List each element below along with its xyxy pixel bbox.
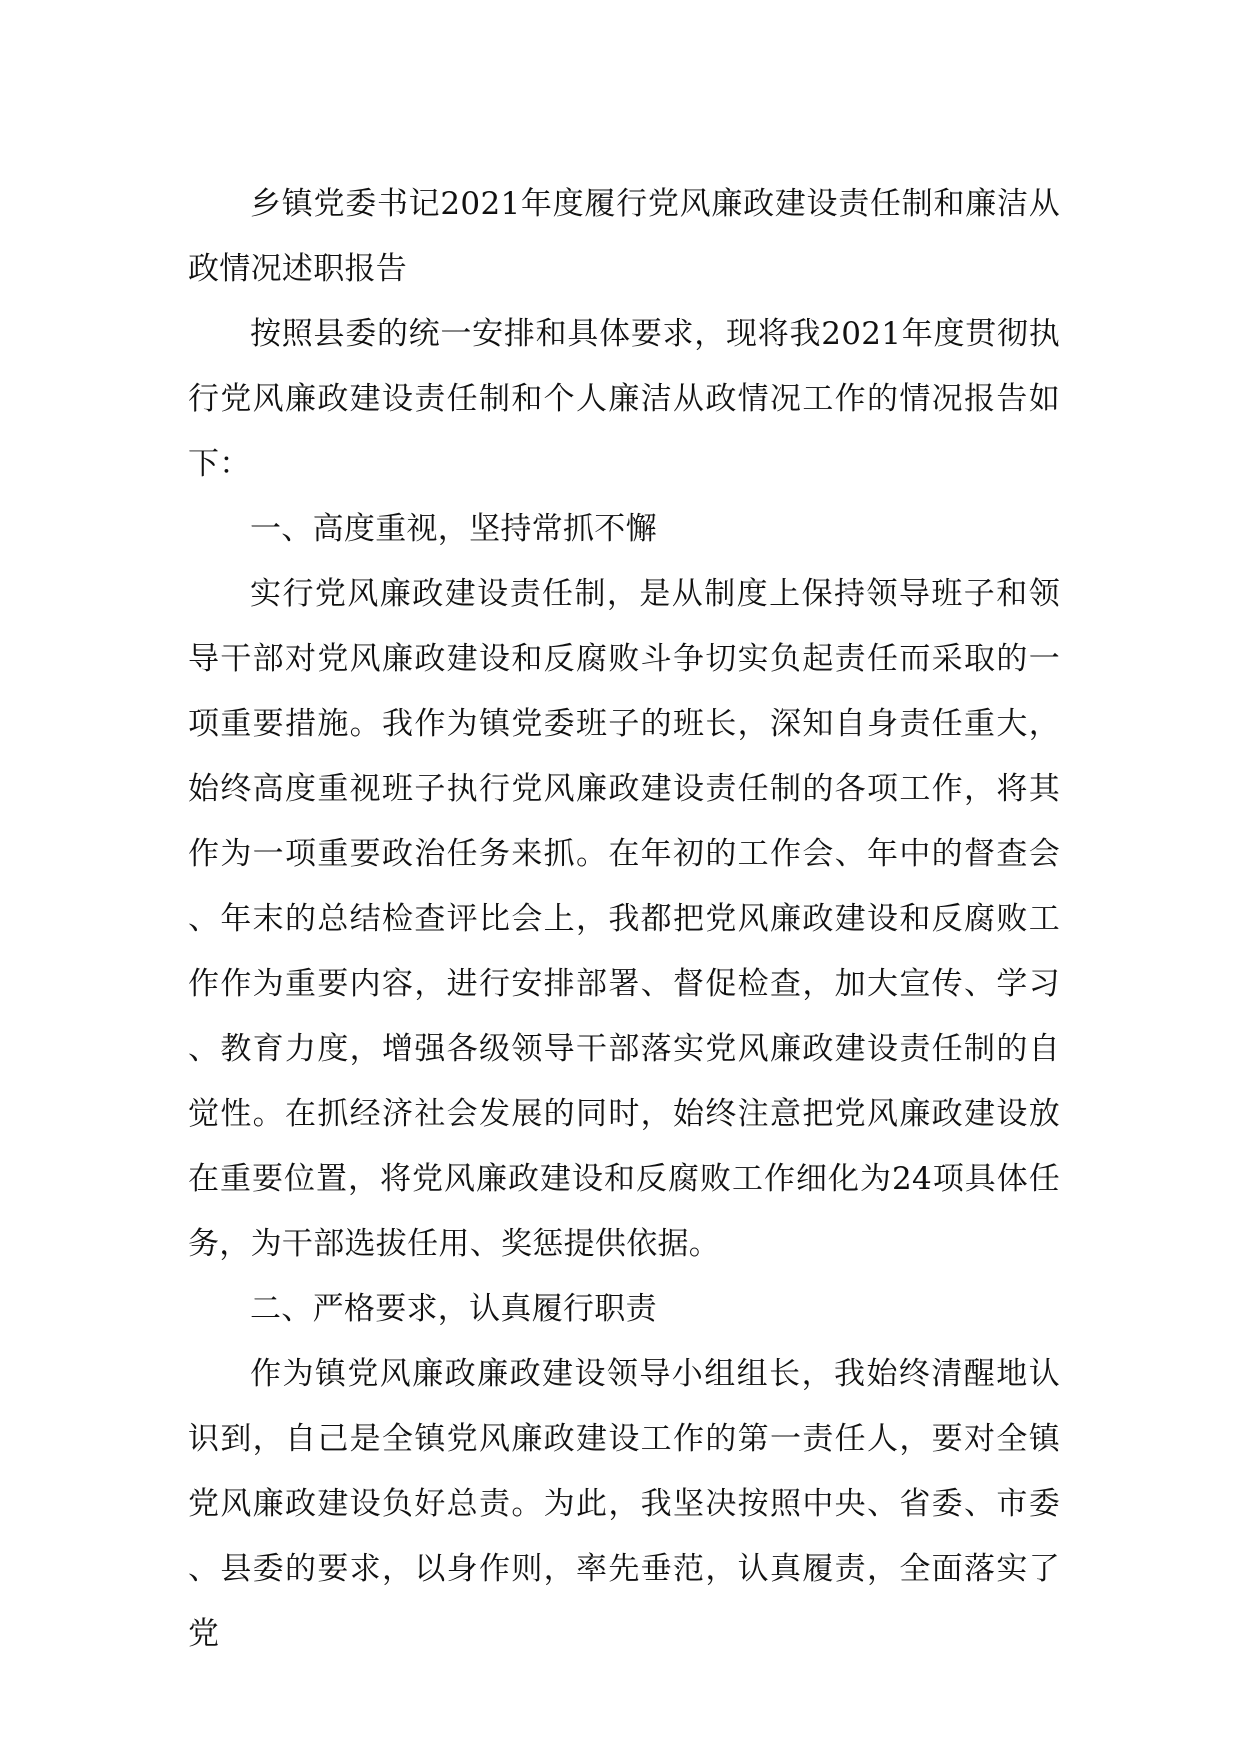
document-title: 乡镇党委书记2021年度履行党风廉政建设责任制和廉洁从政情况述职报告: [188, 186, 1060, 287]
section-2-heading: 二、严格要求，认真履行职责: [250, 1291, 657, 1327]
intro-paragraph: 按照县委的统一安排和具体要求，现将我2021年度贯彻执行党风廉政建设责任制和个人廉洁从政情况工作的情况报告如下：: [188, 316, 1060, 482]
document-body: [188, 172, 1060, 1667]
section-1-paragraph: 实行党风廉政建设责任制，是从制度上保持领导班子和领导干部对党风廉政建设和反腐败斗争切实负起责任而采取的一项重要措施。我作为镇党委班子的班长，深知自身责任重大，始终高度重视班子执行党风廉政建设责任制的各项工作，将其作为一项重要政治任务来抓。在年初的工作会、年中的督查会、年末的总结检查评比会上，我都把党风廉政建设和反腐败工作作为重要内容，进行安排部署、督促检查，加大宣传、学习、教育力度，增强各级领导干部落实党风廉政建设责任制的自觉性。在抓经济社会发展的同时，始终注意把党风廉政建设放在重要位置，将党风廉政建设和反腐败工作细化为24项具体任务，为干部选拔任用、奖惩提供依据。: [188, 576, 1060, 1262]
section-2-paragraph: 作为镇党风廉政廉政建设领导小组组长，我始终清醒地认识到，自己是全镇党风廉政建设工作的第一责任人，要对全镇党风廉政建设负好总责。为此，我坚决按照中央、省委、市委、县委的要求，以身作则，率先垂范，认真履责，全面落实了党: [188, 1356, 1060, 1652]
section-1-heading: 一、高度重视，坚持常抓不懈: [250, 511, 657, 547]
